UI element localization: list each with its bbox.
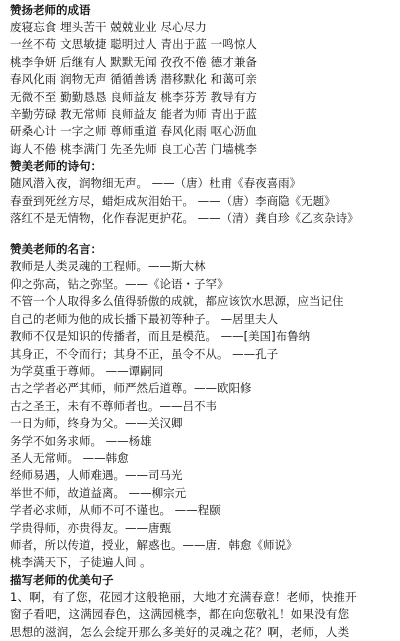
idiom-line: 研桑心计 一字之师 尊师重道 春风化雨 呕心沥血: [10, 124, 258, 139]
poem-line: 春蚕到死丝方尽，蜡炬成灰泪始干。 ——（唐）李商隐《无题》: [10, 193, 336, 208]
idiom-line: 废寝忘食 埋头苦干 兢兢业业 尽心尽力: [10, 20, 207, 34]
poem-line: 随风潜入夜，润物细无声。 ——（唐）杜甫《春夜喜雨》: [10, 176, 302, 191]
quote-line: 一日为师，终身为父。——关汉卿: [10, 416, 183, 431]
quote-line: 古之圣王，未有不尊师者也。——吕不韦: [10, 398, 217, 413]
quotes-section: [10, 241, 400, 571]
idiom-line: 诲人不倦 桃李满门 先圣先师 良工心苦 门墙桃李: [10, 141, 258, 156]
quote-line: 仰之弥高，钻之弥坚。——《论语・子罕》: [10, 276, 229, 291]
quote-line: 其身正，不令而行；其身不正，虽令不从。 ——孔子: [10, 346, 279, 361]
poem-line: 落红不是无情物，化作春泥更护花。 ——（清）龚自珍《乙亥杂诗》: [10, 211, 359, 226]
quote-line: 圣人无常师。 ——韩愈: [10, 450, 129, 465]
section-heading: 赞扬老师的成语: [10, 3, 91, 17]
quote-line: 举世不师，故道益离。 ——柳宗元: [10, 485, 187, 500]
section-heading: 赞美老师的名言：: [10, 242, 102, 257]
quote-line: 为学莫重于尊师。 ——谭嗣同: [10, 363, 164, 378]
quote-line: 学者必求师，从师不可不谨也。 ——程颐: [10, 503, 221, 518]
idiom-line: 春风化雨 润物无声 循循善诱 潜移默化 和蔼可亲: [10, 72, 258, 87]
quote-line: 经师易遇，人师难遇。——司马光: [10, 468, 183, 483]
quote-line: 务学不如务求师。 ——杨雄: [10, 433, 152, 448]
quote-line: 教师是人类灵魂的工程师。——斯大林: [10, 259, 206, 274]
poems-section: [10, 158, 400, 227]
quote-line: 师者，所以传道，授业，解惑也。——唐．韩愈《师说》: [10, 537, 298, 552]
idiom-line: 辛勤劳碌 教无常师 良师益友 能者为师 青出于蓝: [10, 107, 258, 122]
idiom-line: 一丝不苟 文思敏捷 聪明过人 青出于蓝 一鸣惊人: [10, 37, 258, 52]
quote-line: 古之学者必严其师，师严然后道尊。——欧阳修: [10, 381, 252, 396]
quote-line: 教师不仅是知识的传播者，而且是模范。 ——[美国]布鲁纳: [10, 329, 311, 344]
idiom-line: 桃李争妍 后继有人 默默无闻 孜孜不倦 德才兼备: [10, 54, 258, 69]
section-heading: 描写老师的优美句子: [10, 572, 114, 587]
sentences-section: [10, 572, 400, 641]
quote-line: 自己的老师为他的成长播下最初等种子。 —居里夫人: [10, 311, 279, 326]
idiom-line: 无微不至 勤勤恳恳 良师益友 桃李芬芳 教导有方: [10, 89, 258, 104]
quote-line: 桃李满天下，子徒遍人间 。: [10, 555, 152, 570]
quote-line: 不管一个人取得多么值得骄傲的成就，都应该饮水思源，应当记住: [10, 294, 344, 309]
quote-line: 学贵得师，亦贵得友。——唐甄: [10, 520, 171, 535]
section-heading: 赞美老师的诗句：: [10, 159, 102, 174]
idioms-section: [10, 0, 400, 158]
spacer: [10, 227, 400, 241]
paragraph-line: 1、啊，有了您，花园才这般艳丽，大地才充满春意！老师，快推开: [10, 589, 357, 604]
paragraph-line: 思想的滋润，怎么会绽开那么多美好的灵魂之花？啊，老师，人类: [10, 624, 350, 639]
paragraph-line: 窗子看吧，这满园春色，这满园桃李，都在向您敬礼！如果没有您: [10, 607, 350, 622]
